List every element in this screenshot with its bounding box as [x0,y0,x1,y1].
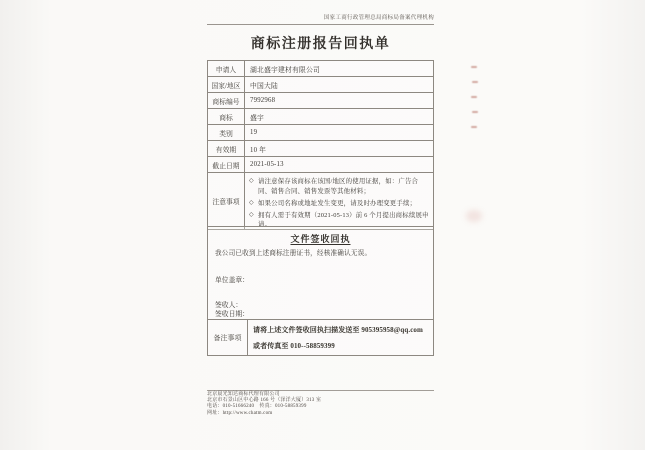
diamond-bullet-icon: ◇ [249,178,254,184]
remark-scan-email-line: 请将上述文件签收回执扫描发送至 905395958@qq.com [253,326,423,334]
row-label: 截止日期 [208,157,245,172]
agency-website: 网址：http://www.chatm.com [207,410,273,416]
remark-value [248,320,433,355]
note-text: 拥有人需于有效期（2021-05-13）前 6 个月提出商标续展申请。 [258,211,429,228]
remark-fax-line: 或者传真至 010--58859399 [253,342,335,350]
row-label: 类别 [208,125,245,140]
row-value: 盛宇 [250,114,264,122]
receipt-confirmation-text: 我公司已收到上述商标注册证书，经核准确认无误。 [215,250,372,257]
agency-address: 北京市石景山区中心路 166 号（泽洋大厦）313 室 [207,398,322,404]
row-label: 有效期 [208,141,245,156]
notes-list [245,173,433,229]
table-row-applicant [208,61,433,77]
row-label: 注意事项 [208,173,245,229]
table-row-country [208,77,433,93]
sign-date-label: 签收日期： [215,311,249,318]
scan-artifact-speck [472,81,478,83]
row-label: 国家/地区 [208,77,245,92]
note-item [249,177,429,196]
table-row-trademark [208,109,433,125]
table-row-validity [208,141,433,157]
table-row-notes [208,173,433,229]
row-value: 2021-05-13 [250,161,284,168]
receipt-confirmation-box [207,226,434,356]
note-text: 请注意保存该商标在该国/地区的使用证据，如：广告合同、销售合同、销售发票等其他材料； [258,178,419,195]
scan-artifact-smudge [466,210,482,222]
trademark-info-table [207,60,434,230]
table-row-expiry-date [208,157,433,173]
row-label: 申请人 [208,61,245,76]
scan-artifact-speck [471,66,477,68]
row-label: 商标 [208,109,245,124]
footer-divider [207,390,434,391]
remark-section [208,319,433,355]
document-title: 商标注册报告回执单 [250,37,391,52]
row-value: 中国大陆 [250,82,278,90]
row-value: 7992968 [250,97,276,104]
scan-artifact-speck [471,126,477,128]
row-value: 19 [250,129,258,136]
diamond-bullet-icon: ◇ [249,199,254,206]
agency-phone-fax: 电话：010-51666240 传真：010-58859399 [207,404,307,410]
diamond-bullet-icon: ◇ [249,211,254,218]
agency-company-name: 北京晨光知达商标代理有限公司 [207,392,280,397]
row-value: 10 年 [250,146,267,154]
row-value: 湖北盛宇建材有限公司 [250,66,320,74]
agency-filing-note: 国家工商行政管理总局商标局备案代理机构 [323,15,434,21]
scan-artifact-speck [471,96,477,98]
scan-artifact-speck [472,111,478,113]
note-text: 如果公司名称或地址发生变更，请及时办理变更手续； [258,199,417,207]
row-label: 商标编号 [208,93,245,108]
agency-footer [207,392,447,417]
remark-label: 备注事项 [208,320,248,355]
table-row-trademark-number [208,93,433,109]
header-divider [207,24,434,25]
note-item [249,199,429,209]
company-stamp-label: 单位盖章： [215,277,249,284]
table-row-class [208,125,433,141]
signer-label: 签收人： [215,302,243,309]
receipt-box-title: 文件签收回执 [290,234,351,244]
